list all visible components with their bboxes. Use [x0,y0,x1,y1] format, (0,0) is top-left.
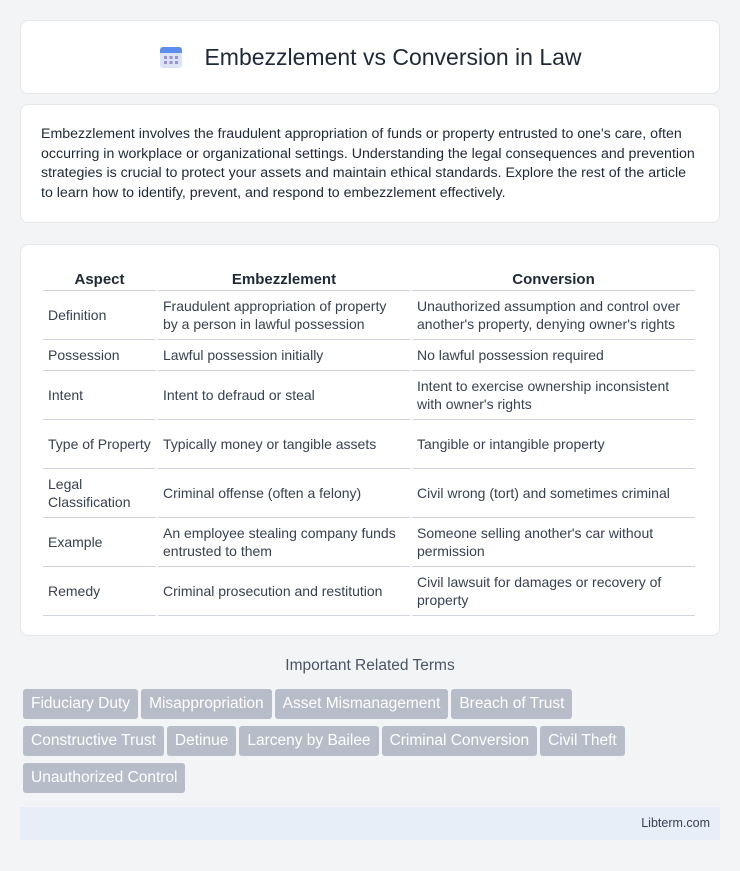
related-term-tag[interactable]: Constructive Trust [23,726,164,756]
cell-aspect: Remedy [43,567,156,616]
cell-conversion: No lawful possession required [412,340,695,371]
cell-conversion: Civil wrong (tort) and sometimes criminal [412,469,695,518]
page-title: Embezzlement vs Conversion in Law [204,43,582,70]
cell-aspect: Definition [43,291,156,340]
cell-embezzlement: Criminal offense (often a felony) [158,469,410,518]
comparison-table [41,264,697,616]
column-header-conversion: Conversion [412,264,695,291]
related-term-tag[interactable]: Criminal Conversion [382,726,538,756]
related-term-tag[interactable]: Fiduciary Duty [23,689,138,719]
table-row [43,420,695,469]
related-terms-title: Important Related Terms [285,657,455,674]
cell-embezzlement: An employee stealing company funds entrusted to them [158,518,410,567]
related-term-tag[interactable]: Detinue [167,726,236,756]
cell-aspect: Example [43,518,156,567]
table-row [43,469,695,518]
table-row [43,340,695,371]
cell-aspect: Legal Classification [43,469,156,518]
table-row [43,518,695,567]
cell-aspect: Intent [43,371,156,420]
related-term-tag[interactable]: Asset Mismanagement [275,689,449,719]
table-row [43,291,695,340]
cell-embezzlement: Intent to defraud or steal [158,371,410,420]
column-header-embezzlement: Embezzlement [158,264,410,291]
cell-aspect: Type of Property [43,420,156,469]
cell-conversion: Unauthorized assumption and control over another's property, denying owner's rights [412,291,695,340]
cell-conversion: Intent to exercise ownership inconsistent with owner's rights [412,371,695,420]
cell-aspect: Possession [43,340,156,371]
comparison-card [20,244,720,636]
footer-site-link[interactable]: Libterm.com [641,816,710,830]
cell-embezzlement: Lawful possession initially [158,340,410,371]
column-header-aspect: Aspect [43,264,156,291]
related-term-tag[interactable]: Unauthorized Control [23,763,185,793]
table-row [43,371,695,420]
related-term-tag[interactable]: Misappropriation [141,689,272,719]
related-term-tag[interactable]: Breach of Trust [451,689,572,719]
cell-embezzlement: Fraudulent appropriation of property by a person in lawful possession [158,291,410,340]
related-term-tag[interactable]: Civil Theft [540,726,625,756]
table-row [43,567,695,616]
related-term-tag[interactable]: Larceny by Bailee [239,726,378,756]
table-header-row [43,264,695,291]
calendar-grid-icon [158,44,184,70]
cell-conversion: Tangible or intangible property [412,420,695,469]
related-terms-list [23,689,723,800]
intro-text: Embezzlement involves the fraudulent appropriation of funds or property entrusted to one's care, often occurring in workplace or organizational settings. Understanding the legal consequences and prevention strategies is crucial to protect your assets and maintain ethical standards. Explore the rest of the article to learn how to identify, prevent, and respond to embezzlement effectively. [41,126,695,201]
cell-conversion: Civil lawsuit for damages or recovery of property [412,567,695,616]
cell-embezzlement: Typically money or tangible assets [158,420,410,469]
cell-conversion: Someone selling another's car without permission [412,518,695,567]
intro-card [20,104,720,223]
page-header [20,20,720,94]
footer [20,807,720,840]
cell-embezzlement: Criminal prosecution and restitution [158,567,410,616]
